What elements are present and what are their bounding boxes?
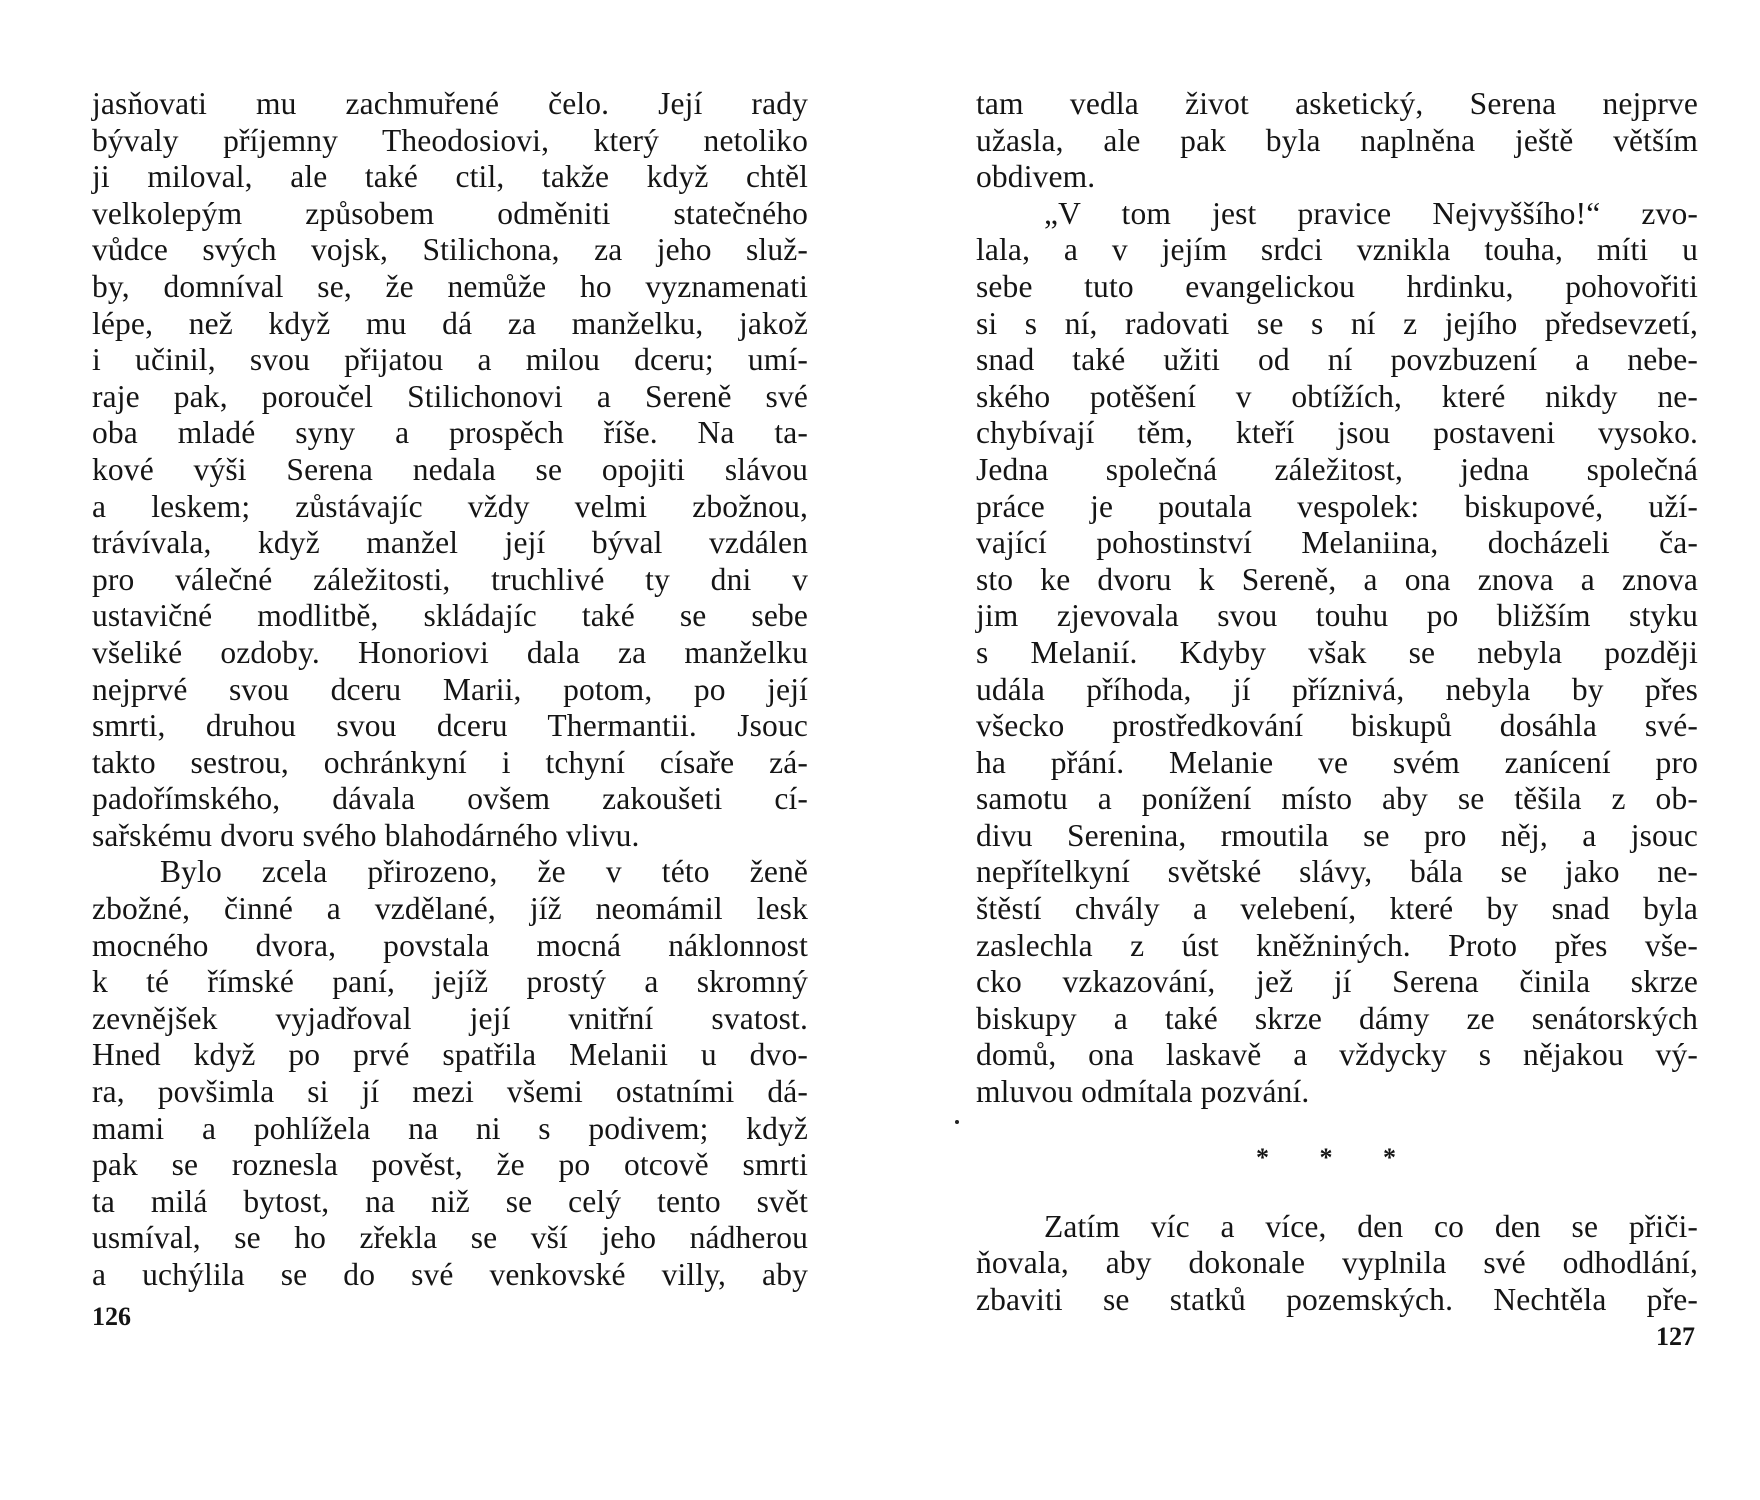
text-line: jasňovati mu zachmuřené čelo. Její rady — [92, 86, 808, 121]
text-line: lépe, než když mu dá za manželku, jakož — [92, 305, 808, 341]
text-line: mocného dvora, povstala mocná náklonnost — [92, 927, 808, 963]
right-page — [976, 86, 1698, 1318]
text-line: snad také užiti od ní povzbuzení a nebe- — [976, 342, 1698, 378]
text-line: trávívala, když manžel její býval vzdálen — [92, 525, 808, 561]
text-line: udála příhoda, jí příznivá, nebyla by přes — [976, 671, 1698, 707]
text-line: štěstí chvály a velebení, které by snad byla — [976, 891, 1698, 927]
text-line: lala, a v jejím srdci vznikla touha, míti u — [976, 232, 1698, 268]
text-line: obdivem. — [976, 159, 1096, 195]
text-line: Jedna společná záležitost, jedna společná — [976, 451, 1698, 487]
text-line: ra, povšimla si jí mezi všemi ostatními dá- — [92, 1074, 808, 1110]
text-line: ta milá bytost, na niž se celý tento svět — [92, 1183, 808, 1219]
text-line: „V tom jest pravice Nejvyššího!“ zvo- — [1044, 195, 1698, 231]
text-line: a uchýlila se do své venkovské villy, aby — [92, 1257, 808, 1292]
right-paragraph-3 — [976, 1209, 1698, 1319]
left-paragraph-1 — [92, 86, 808, 854]
text-line: nejprvé svou dceru Marii, potom, po její — [92, 671, 808, 707]
page-number-left: 126 — [92, 1302, 131, 1331]
text-line: domů, ona laskavě a vždycky s nějakou vý- — [976, 1037, 1698, 1073]
text-line: velkolepým způsobem odměniti statečného — [92, 195, 808, 231]
text-line: všecko prostředkování biskupů dosáhla své- — [976, 708, 1698, 744]
text-line: cko vzkazování, jež jí Serena činila skrze — [976, 964, 1698, 1000]
print-speck — [955, 1120, 959, 1124]
text-line: mluvou odmítala pozvání. — [976, 1074, 1310, 1110]
text-line: práce je poutala vespolek: biskupové, uží- — [976, 488, 1698, 524]
text-line: i učinil, svou přijatou a milou dceru; umí- — [92, 342, 808, 378]
text-line: raje pak, poroučel Stilichonovi a Sereně své — [92, 378, 808, 414]
text-line: zevnějšek vyjadřoval její vnitřní svatost. — [92, 1000, 808, 1036]
text-line: usmíval, se ho zřekla se vší jeho nádherou — [92, 1220, 808, 1256]
text-line: samotu a ponížení místo aby se těšila z ob- — [976, 781, 1698, 817]
text-line: ha přání. Melanie ve svém zanícení pro — [976, 744, 1698, 780]
text-line: smrti, druhou svou dceru Thermantii. Jsouc — [92, 708, 808, 744]
text-line: ustavičné modlitbě, skládajíc také se sebe — [92, 598, 808, 634]
text-line: jim zjevovala svou touhu po bližším styku — [976, 598, 1698, 634]
text-line: divu Serenina, rmoutila se pro něj, a jsouc — [976, 817, 1698, 853]
right-paragraph-2 — [976, 196, 1698, 1111]
text-line: tam vedla život asketický, Serena nejprve — [976, 86, 1698, 121]
left-page — [92, 86, 808, 1294]
page-number-right: 127 — [1656, 1322, 1695, 1351]
text-line: ského potěšení v obtížích, které nikdy ne- — [976, 378, 1698, 414]
text-line: ji miloval, ale také ctil, takže když chtěl — [92, 159, 808, 195]
text-line: vající pohostinství Melaniina, docházeli ča- — [976, 525, 1698, 561]
text-line: sto ke dvoru k Sereně, a ona znova a znova — [976, 561, 1698, 597]
text-line: s Melanií. Kdyby však se nebyla později — [976, 634, 1698, 670]
text-line: sařskému dvoru svého blahodárného vlivu. — [92, 817, 640, 853]
text-line: bývaly příjemny Theodosiovi, který netoliko — [92, 122, 808, 158]
text-line: vůdce svých vojsk, Stilichona, za jeho služ- — [92, 232, 808, 268]
text-line: k té římské paní, jejíž prostý a skromný — [92, 964, 808, 1000]
text-line: by, domníval se, že nemůže ho vyznamenati — [92, 268, 808, 304]
text-line: pro válečné záležitosti, truchlivé ty dni v — [92, 561, 808, 597]
text-line: mami a pohlížela na ni s podivem; když — [92, 1110, 808, 1146]
text-line: užasla, ale pak byla naplněna ještě větším — [976, 122, 1698, 158]
text-line: zaslechla z úst kněžniných. Proto přes vše- — [976, 927, 1698, 963]
text-line: zbaviti se statků pozemských. Nechtěla pře- — [976, 1281, 1698, 1317]
text-line: kové výši Serena nedala se opojiti slávou — [92, 451, 808, 487]
text-line: všeliké ozdoby. Honoriovi dala za manželku — [92, 634, 808, 670]
text-line: zbožné, činné a vzdělané, jíž neomámil lesk — [92, 891, 808, 927]
text-line: pak se roznesla pověst, že po otcově smrti — [92, 1147, 808, 1183]
text-line: si s ní, radovati se s ní z jejího předsevzetí, — [976, 305, 1698, 341]
text-line: ňovala, aby dokonale vyplnila své odhodlání, — [976, 1245, 1698, 1281]
section-break-asterism: * * * — [1256, 1142, 1418, 1172]
text-line: Hned když po prvé spatřila Melanii u dvo- — [92, 1037, 808, 1073]
text-line: biskupy a také skrze dámy ze senátorských — [976, 1000, 1698, 1036]
text-line: takto sestrou, ochránkyní i tchyní císaře zá- — [92, 744, 808, 780]
left-paragraph-2 — [92, 854, 808, 1293]
text-line: oba mladé syny a prospěch říše. Na ta- — [92, 415, 808, 451]
text-line: Zatím víc a více, den co den se přiči- — [1044, 1208, 1698, 1244]
text-line: Bylo zcela přirozeno, že v této ženě — [160, 854, 808, 890]
text-line: sebe tuto evangelickou hrdinku, pohovořiti — [976, 268, 1698, 304]
text-line: chybívají těm, kteří jsou postaveni vysoko. — [976, 415, 1698, 451]
right-paragraph-1 — [976, 86, 1698, 196]
text-line: padořímského, dávala ovšem zakoušeti cí- — [92, 781, 808, 817]
text-line: nepřítelkyní světské slávy, bála se jako ne- — [976, 854, 1698, 890]
text-line: a leskem; zůstávajíc vždy velmi zbožnou, — [92, 488, 808, 524]
